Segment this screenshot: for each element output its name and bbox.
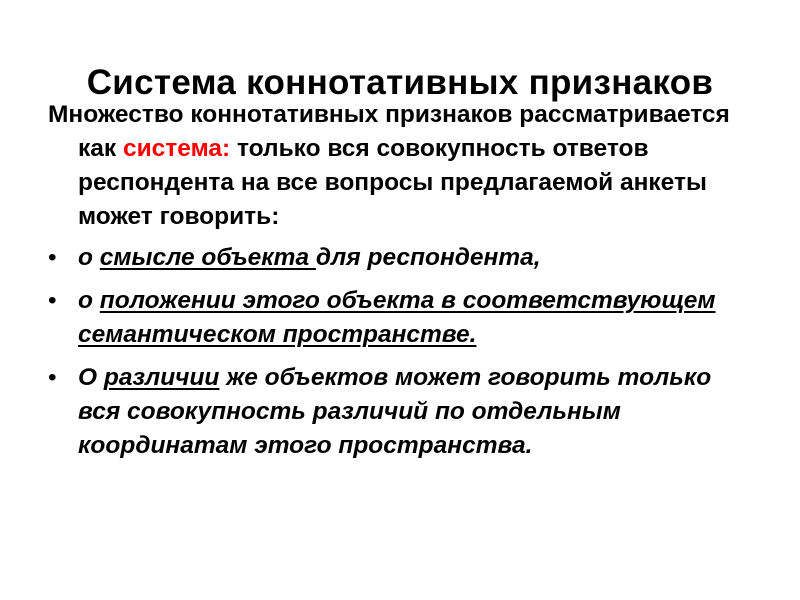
intro-text-after: только вся совокупность ответов респондента на все вопросы предлагаемой анкеты может говорить: [78,135,707,230]
bullet-text-post: же объектов может говорить только вся совокупность различий по отдельным координатам этого пространства. [78,364,712,459]
bullet-text-pre: О [78,364,104,391]
bullet-item-meaning [48,241,748,275]
bullet-dot-icon: • [48,364,57,391]
bullet-list [48,241,748,463]
bullet-text-post: для респондента, [315,244,541,271]
intro-text-before: Множество коннотативных признаков рассматривается как [48,101,730,162]
slide-body [48,98,748,463]
bullet-dot-icon: • [48,244,57,271]
bullet-text-underlined: положении этого объекта в соответствующем семантическом пространстве. [78,287,716,348]
slide-title: Система коннотативных признаков [86,63,714,103]
bullet-text-underlined: смысле объекта [99,244,316,271]
bullet-dot-icon: • [48,287,57,314]
intro-paragraph [48,98,748,234]
bullet-item-difference [48,361,748,463]
bullet-text-underlined: различии [103,364,220,391]
intro-highlight: система: [122,135,231,162]
bullet-item-position [48,284,748,352]
bullet-text-pre: о [78,244,100,271]
bullet-text-pre: о [78,287,100,314]
